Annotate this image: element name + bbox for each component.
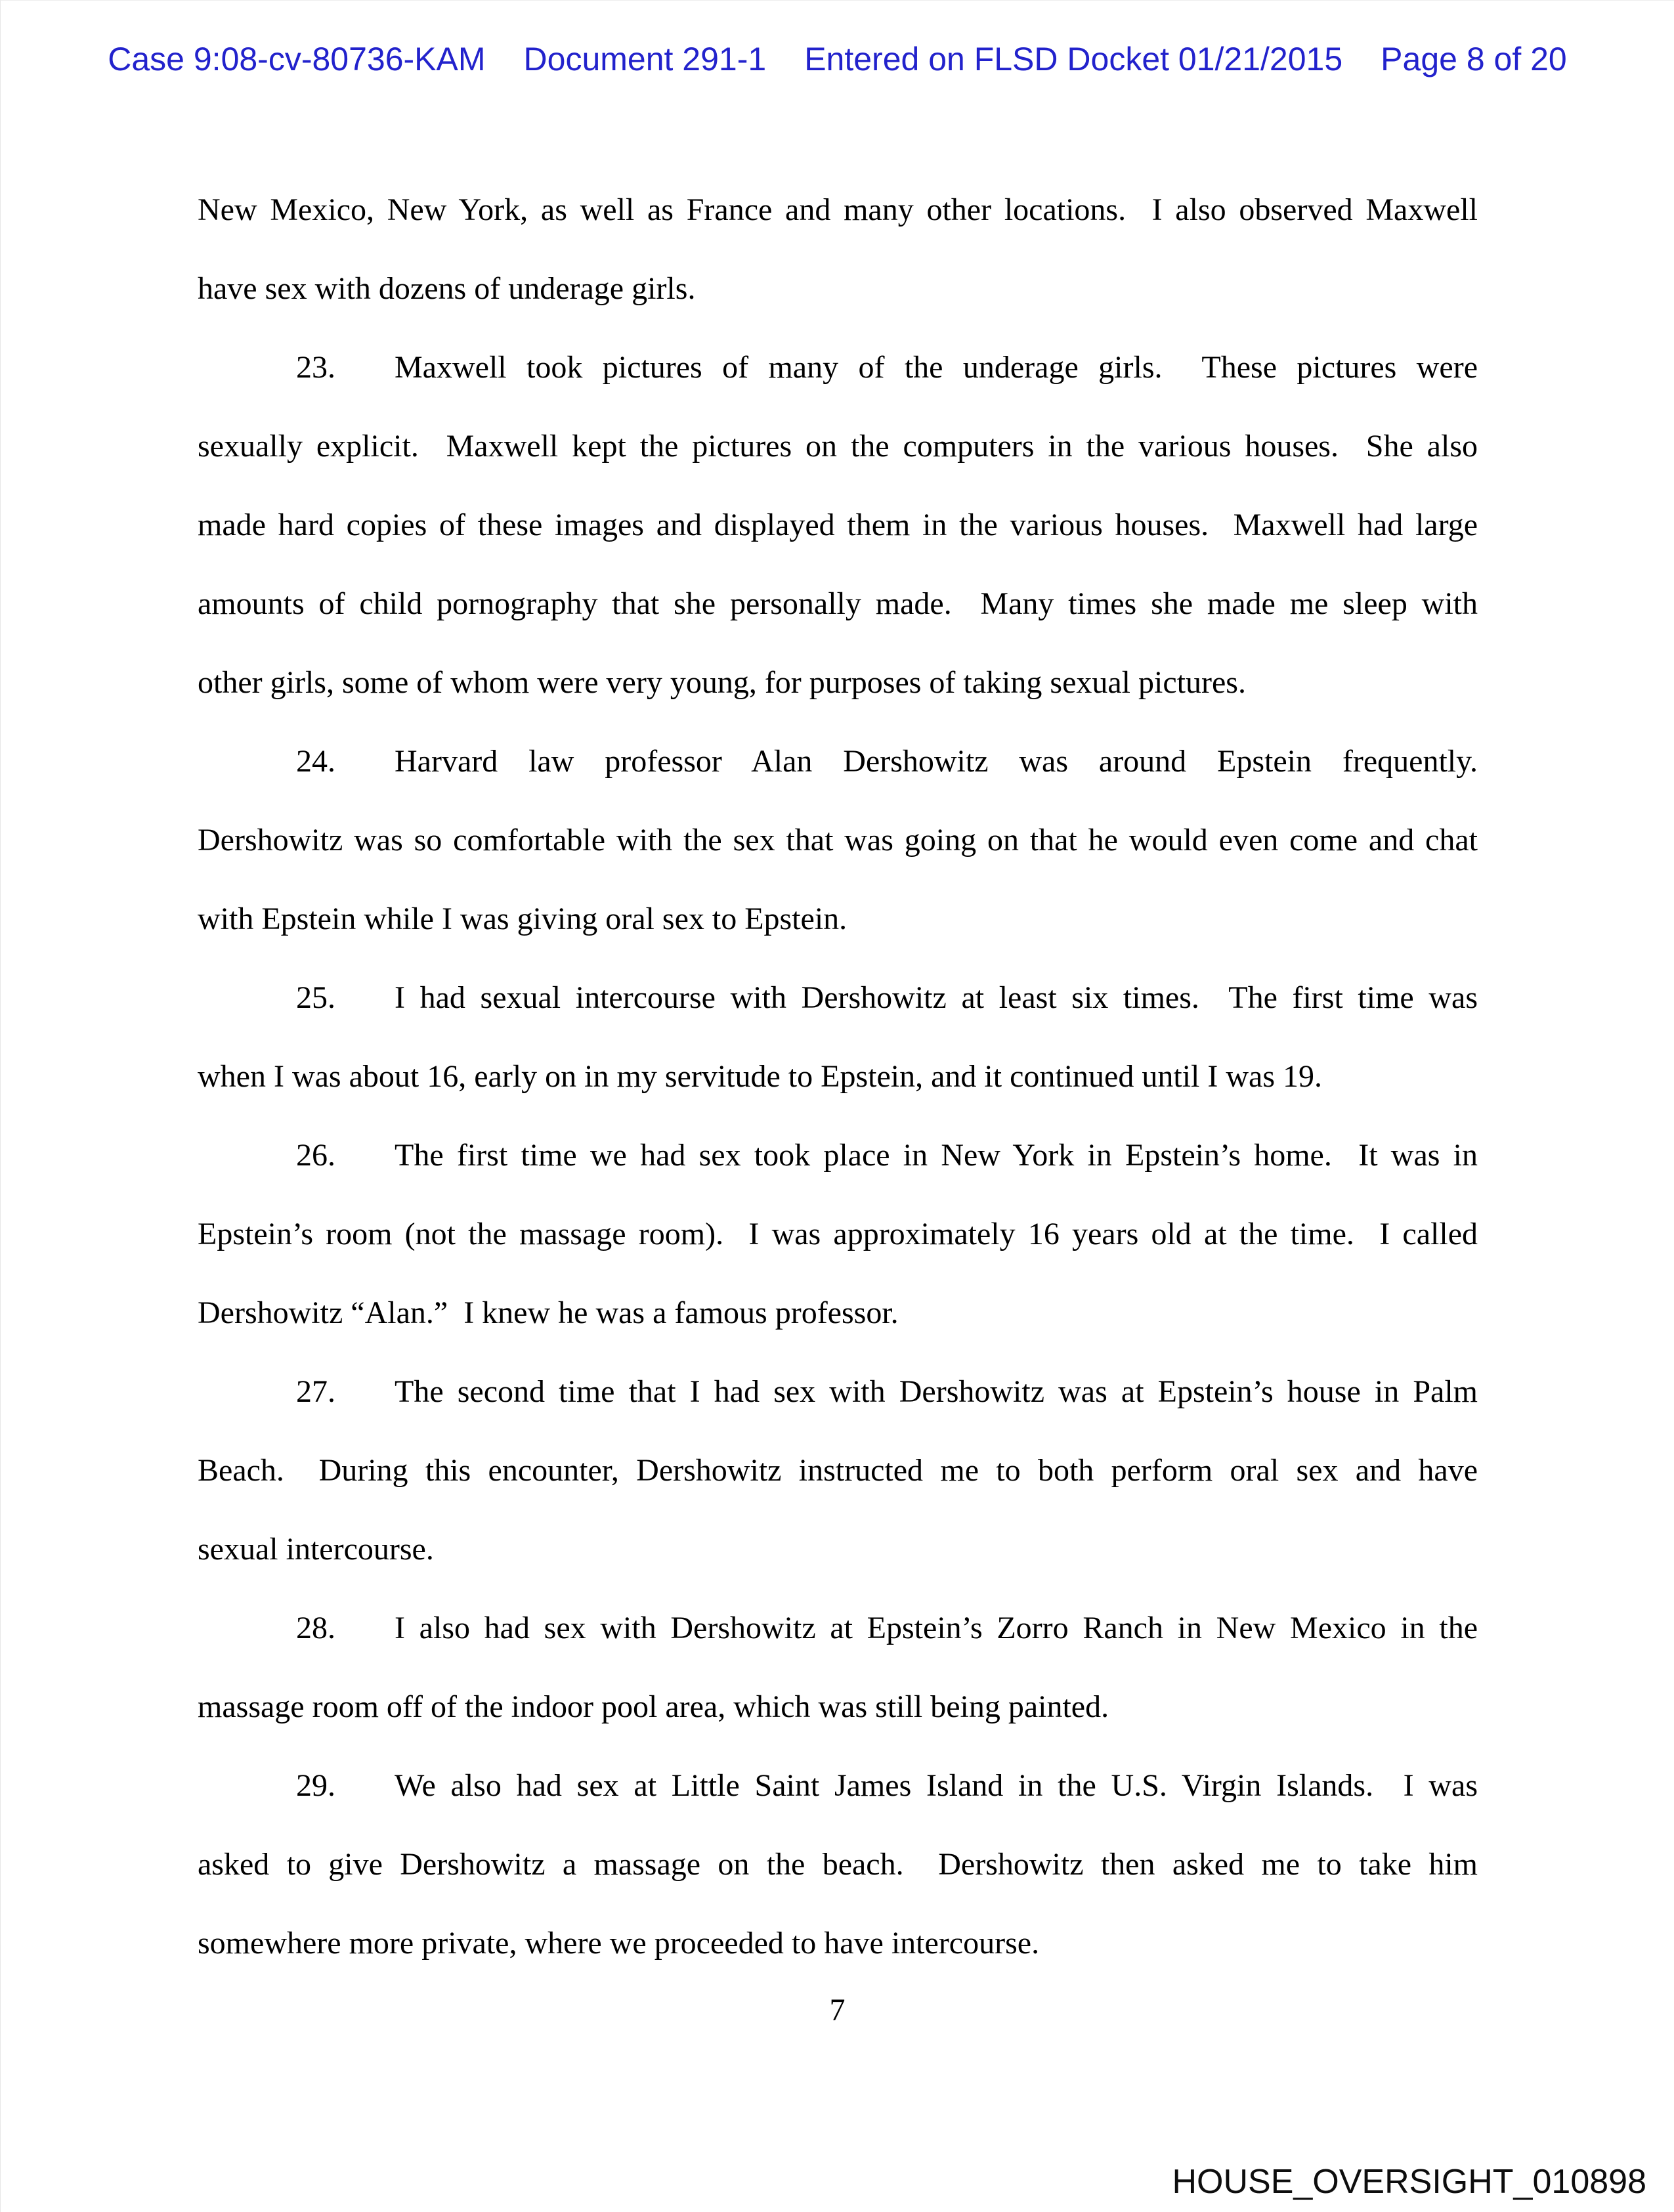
paragraph-line	[198, 959, 1478, 1037]
header-page-count: Page 8 of 20	[1381, 41, 1567, 77]
paragraph-line: other girls, some of whom were very young, for purposes of taking sexual pictures.	[198, 665, 1246, 700]
paragraph-line: when I was about 16, early on in my servitude to Epstein, and it continued until I was 19.	[198, 1059, 1322, 1094]
paragraph-line	[198, 328, 1478, 407]
paragraph-number: 28.	[296, 1611, 335, 1645]
paragraph-text: I also had sex with Dershowitz at Epstein’s Zorro Ranch in New Mexico in the	[395, 1611, 1478, 1645]
paragraph-line: amounts of child pornography that she personally made. Many times she made me sleep with	[198, 586, 1478, 621]
paragraph-line: have sex with dozens of underage girls.	[198, 271, 696, 306]
header-case-number: Case 9:08-cv-80736-KAM	[108, 41, 486, 77]
paragraph-line: somewhere more private, where we proceeded to have intercourse.	[198, 1926, 1040, 1961]
paragraph-line: Dershowitz “Alan.” I knew he was a famous professor.	[198, 1295, 899, 1330]
paragraph-number: 26.	[296, 1138, 335, 1173]
paragraph-text: The second time that I had sex with Dershowitz was at Epstein’s house in Palm	[395, 1374, 1478, 1409]
paragraph-number: 29.	[296, 1768, 335, 1803]
page-number: 7	[829, 1993, 846, 2028]
document-body	[198, 171, 1478, 1983]
paragraph-line: asked to give Dershowitz a massage on the beach. Dershowitz then asked me to take him	[198, 1847, 1478, 1882]
paragraph-line: Epstein’s room (not the massage room). I was approximately 16 years old at the time. I called	[198, 1217, 1478, 1251]
paragraph-line: with Epstein while I was giving oral sex to Epstein.	[198, 901, 848, 936]
paragraph-number: 24.	[296, 744, 335, 779]
paragraph-line: made hard copies of these images and displayed them in the various houses. Maxwell had large	[198, 508, 1478, 542]
paragraph-line: sexually explicit. Maxwell kept the pictures on the computers in the various houses. She also	[198, 429, 1478, 464]
paragraph-line: Beach. During this encounter, Dershowitz instructed me to both perform oral sex and have	[198, 1453, 1478, 1488]
paragraph-line	[198, 1353, 1478, 1431]
bates-stamp: HOUSE_OVERSIGHT_010898	[1172, 2163, 1646, 2201]
paragraph-line: New Mexico, New York, as well as France and many other locations. I also observed Maxwell	[198, 192, 1478, 227]
paragraph-text: I had sexual intercourse with Dershowitz at least six times. The first time was	[395, 980, 1478, 1015]
paragraph-line	[198, 722, 1478, 801]
paragraph-text: Harvard law professor Alan Dershowitz was around Epstein frequently.	[395, 744, 1478, 779]
case-header	[1, 43, 1674, 76]
paragraph-line: massage room off of the indoor pool area, which was still being painted.	[198, 1689, 1109, 1724]
paragraph-text: We also had sex at Little Saint James Island in the U.S. Virgin Islands. I was	[395, 1768, 1478, 1803]
header-docket-entry: Entered on FLSD Docket 01/21/2015	[804, 41, 1343, 77]
paragraph-text: Maxwell took pictures of many of the underage girls. These pictures were	[395, 350, 1478, 385]
paragraph-line	[198, 1116, 1478, 1195]
paragraph-number: 25.	[296, 980, 335, 1015]
paragraph-text: The first time we had sex took place in New York in Epstein’s home. It was in	[395, 1138, 1478, 1173]
paragraph-line: Dershowitz was so comfortable with the sex that was going on that he would even come and chat	[198, 823, 1478, 857]
header-document-number: Document 291-1	[523, 41, 767, 77]
paragraph-line: sexual intercourse.	[198, 1532, 434, 1567]
paragraph-line	[198, 1589, 1478, 1668]
paragraph-number: 23.	[296, 350, 335, 385]
paragraph-line	[198, 1746, 1478, 1825]
paragraph-number: 27.	[296, 1374, 335, 1409]
